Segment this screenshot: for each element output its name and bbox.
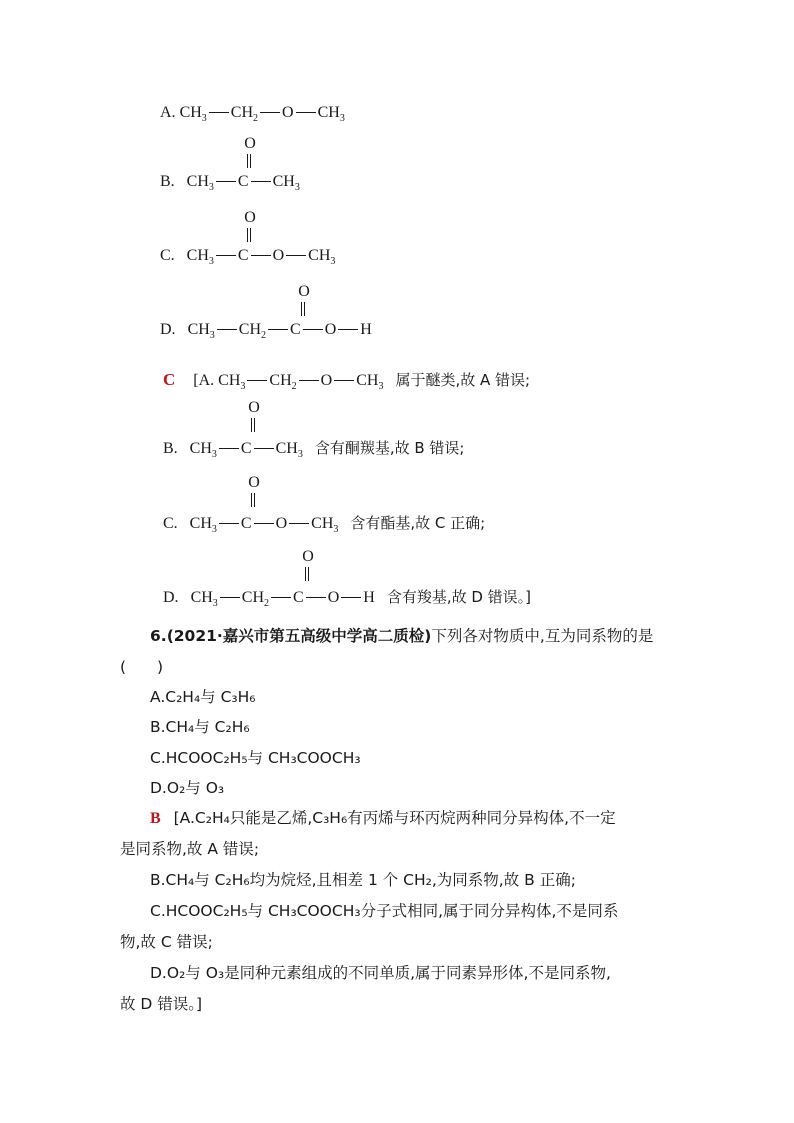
answer-letter: C <box>163 370 176 389</box>
q6-option-a: A.C₂H₄与 C₃H₆ <box>150 688 256 706</box>
atom-ch3: $CH_3$ <box>272 173 300 193</box>
answer-paren: ( ) <box>120 658 164 676</box>
carbonyl-double-bond <box>248 474 260 491</box>
atom-o: O <box>248 474 260 491</box>
bond <box>306 597 326 598</box>
answer5-a-text: 属于醚类,故 A 错误; <box>395 371 531 389</box>
q6-exp-d-line2: 故 D 错误。] <box>120 995 203 1013</box>
atom-o: O <box>244 135 256 152</box>
atom-ch3: $CH_3$ <box>317 104 345 124</box>
carbonyl-double-bond <box>244 209 256 226</box>
question-stem-text: 下列各对物质中,互为同系物的是 <box>431 627 654 645</box>
atom-o: O <box>327 589 340 606</box>
atom-ch3: $CH_3$ <box>189 440 217 460</box>
bond <box>216 181 236 182</box>
bond <box>338 329 358 330</box>
bond <box>219 448 239 449</box>
atom-o: O <box>272 247 285 264</box>
bracket-open: [ <box>193 372 199 389</box>
q6-option-b: B.CH₄与 C₂H₆ <box>150 718 250 736</box>
option-a-formula <box>160 104 345 122</box>
bond <box>251 181 271 182</box>
carbonyl-double-bond <box>302 548 314 565</box>
atom-o: O <box>298 283 310 300</box>
bond <box>217 329 237 330</box>
option-c-label: C. <box>160 247 175 264</box>
atom-c: C <box>237 173 249 190</box>
carbonyl-double-bond <box>244 135 256 152</box>
atom-c: C <box>240 515 252 532</box>
atom-c: C <box>293 589 304 606</box>
option-a-label: A. <box>160 104 176 121</box>
atom-o: O <box>244 209 256 226</box>
answer5-d-line <box>163 586 531 607</box>
atom-ch3: $CH_3$ <box>311 515 339 535</box>
atom-h: H <box>363 589 375 606</box>
bond <box>271 597 291 598</box>
bond <box>216 255 236 256</box>
q6-answer-letter: B <box>150 810 161 827</box>
answer5-c-label: C. <box>163 515 178 532</box>
answer5-d-label: D. <box>163 589 179 606</box>
atom-ch3: $CH_3$ <box>218 372 246 392</box>
atom-ch3: $CH_3$ <box>187 321 215 341</box>
atom-ch3: $CH_3$ <box>186 173 214 193</box>
bond <box>220 597 240 598</box>
atom-ch3: $CH_3$ <box>189 515 217 535</box>
atom-h: H <box>360 321 372 338</box>
atom-ch2: $CH_2$ <box>238 321 267 341</box>
bond <box>289 523 309 524</box>
atom-o: O <box>302 548 314 565</box>
bond <box>341 597 361 598</box>
answer5-d-text: 含有羧基,故 D 错误。] <box>386 588 532 606</box>
bond <box>334 380 354 381</box>
bond <box>268 329 288 330</box>
atom-ch3: $CH_3$ <box>179 104 207 124</box>
atom-ch3: $CH_3$ <box>275 440 303 460</box>
q6-exp-b: B.CH₄与 C₂H₆均为烷烃,且相差 1 个 CH₂,为同系物,故 B 正确; <box>150 871 576 889</box>
bond <box>247 380 267 381</box>
answer5-c-text: 含有酯基,故 C 正确; <box>350 514 486 532</box>
question-number: 6. <box>150 627 167 645</box>
bond <box>286 255 306 256</box>
bond <box>299 380 319 381</box>
q6-exp-a-line1: [A.C₂H₄只能是乙烯,C₃H₆有丙烯与环丙烷两种同分异构体,不一定 <box>173 809 616 827</box>
carbonyl-double-bond <box>248 399 260 416</box>
atom-ch3: $CH_3$ <box>186 247 214 267</box>
atom-ch3: $CH_3$ <box>308 247 336 267</box>
answer5-b-text: 含有酮羰基,故 B 错误; <box>314 439 465 457</box>
bond <box>254 448 274 449</box>
bond <box>254 523 274 524</box>
question-source: (2021·嘉兴市第五高级中学高二质检) <box>166 627 432 645</box>
q6-option-d: D.O₂与 O₃ <box>150 779 225 797</box>
answer5-b-line <box>163 437 464 458</box>
atom-o: O <box>282 104 294 121</box>
q6-exp-a-line2: 是同系物,故 A 错误; <box>120 840 260 858</box>
q6-exp-c-line1: C.HCOOC₂H₅与 CH₃COOCH₃分子式相同,属于同分异构体,不是同系 <box>150 902 619 920</box>
atom-c: C <box>240 440 252 457</box>
atom-ch2: $CH_2$ <box>241 589 270 609</box>
q6-exp-d-line1: D.O₂与 O₃是同种元素组成的不同单质,属于同素异形体,不是同系物, <box>150 964 611 982</box>
option-d-formula <box>160 321 372 339</box>
bond <box>219 523 239 524</box>
q6-option-c: C.HCOOC₂H₅与 CH₃COOCH₃ <box>150 749 361 767</box>
option-b-formula <box>160 173 300 191</box>
question6-stem <box>150 624 653 646</box>
option-d-label: D. <box>160 321 176 338</box>
option-b-label: B. <box>160 173 175 190</box>
atom-ch2: $CH_2$ <box>230 104 259 124</box>
atom-c: C <box>237 247 249 264</box>
bond <box>209 112 229 113</box>
atom-o: O <box>275 515 288 532</box>
bond <box>251 255 271 256</box>
atom-ch3: $CH_3$ <box>356 372 384 392</box>
bond <box>296 112 316 113</box>
option-c-formula <box>160 247 335 265</box>
atom-ch3: $CH_3$ <box>190 589 218 609</box>
answer5-a-label: A. <box>198 372 215 389</box>
bond <box>260 112 280 113</box>
atom-o: O <box>320 372 333 389</box>
answer5-c-line <box>163 512 485 533</box>
carbonyl-double-bond <box>298 283 310 300</box>
answer5-a-line <box>163 369 530 390</box>
q6-explanation-a <box>150 806 616 828</box>
answer5-b-label: B. <box>163 440 178 457</box>
atom-ch2: $CH_2$ <box>269 372 297 392</box>
atom-o: O <box>324 321 337 338</box>
atom-o: O <box>248 399 260 416</box>
bond <box>303 329 323 330</box>
q6-exp-c-line2: 物,故 C 错误; <box>120 933 213 951</box>
atom-c: C <box>290 321 301 338</box>
